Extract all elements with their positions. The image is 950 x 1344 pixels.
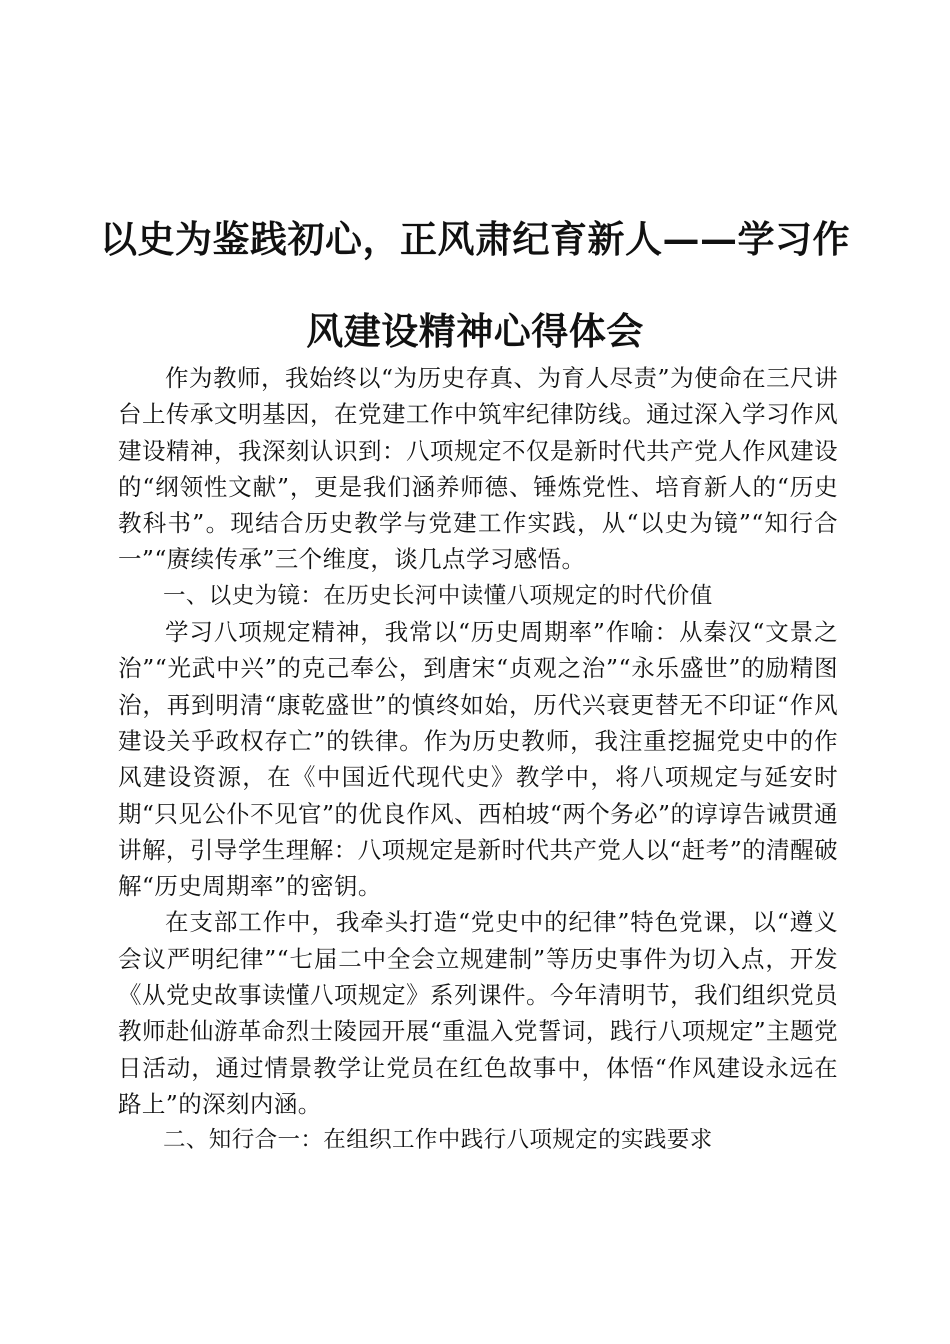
section1-paragraph-2: 在支部工作中，我牵头打造“党史中的纪律”特色党课，以“遵义会议严明纪律”“七届二中全会立规建制”等历史事件为切入点，开发《从党史故事读懂八项规定》系列课件。今年清明节，我们组织党员教师赴仙游革命烈士陵园开展“重温入党誓词，践行八项规定”主题党日活动，通过情景教学让党员在红色故事中，体悟“作风建设永远在路上”的深刻内涵。 xyxy=(118,908,838,1118)
section-heading-1: 一、以史为镜：在历史长河中读懂八项规定的时代价值 xyxy=(163,582,713,609)
title-line-2: 风建设精神心得体会 xyxy=(306,308,644,353)
section1-paragraph-1: 学习八项规定精神，我常以“历史周期率”作喻：从秦汉“文景之治”“光武中兴”的克己奉公，到唐宋“贞观之治”“永乐盛世”的励精图治，再到明清“康乾盛世”的慎终如始，历代兴衰更替无不印证“作风建设关乎政权存亡”的铁律。作为历史教师，我注重挖掘党史中的作风建设资源，在《中国近代现代史》教学中，将八项规定与延安时期“只见公仆不见官”的优良作风、西柏坡“两个务必”的谆谆告诫贯通讲解，引导学生理解：八项规定是新时代共产党人以“赶考”的清醒破解“历史周期率”的密钥。 xyxy=(118,618,838,901)
title-line-1: 以史为鉴践初心，正风肃纪育新人——学习作 xyxy=(100,216,850,261)
section-heading-2: 二、知行合一：在组织工作中践行八项规定的实践要求 xyxy=(163,1127,713,1154)
document-body xyxy=(118,360,838,1159)
intro-paragraph: 作为教师，我始终以“为历史存真、为育人尽责”为使命在三尺讲台上传承文明基因，在党建工作中筑牢纪律防线。通过深入学习作风建设精神，我深刻认识到：八项规定不仅是新时代共产党人作风建设的“纲领性文献”，更是我们涵养师德、锤炼党性、培育新人的“历史教科书”。现结合历史教学与党建工作实践，从“以史为镜”“知行合一”“赓续传承”三个维度，谈几点学习感悟。 xyxy=(118,364,838,574)
document-title xyxy=(100,193,850,377)
